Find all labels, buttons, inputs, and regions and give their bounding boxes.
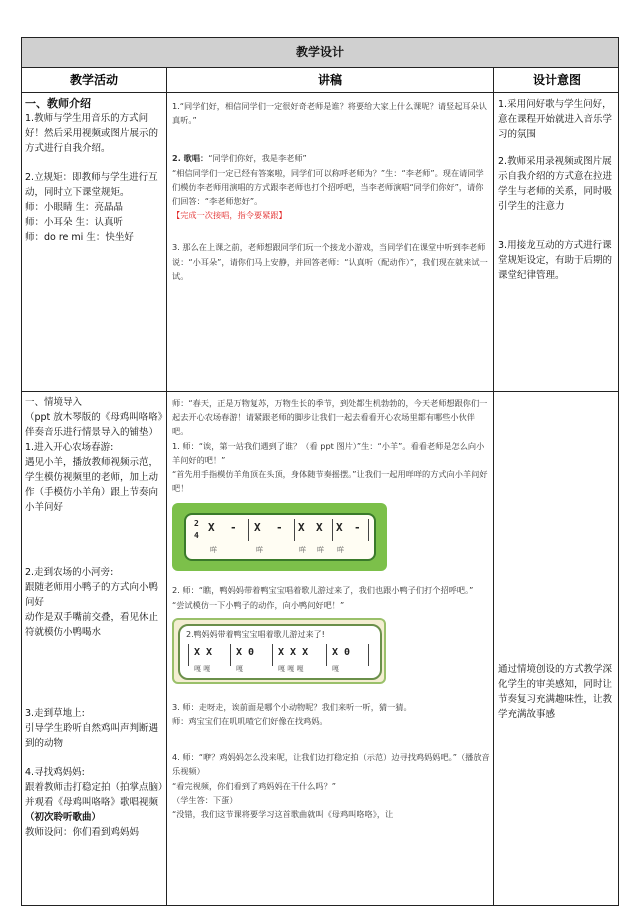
table-row-scenario (22, 392, 618, 905)
rhythm-note: X 0 (332, 646, 351, 658)
rhythm-note: - (354, 521, 361, 535)
activity-text: 师：do re mi 生：快坐好 (25, 232, 134, 243)
rhythm-note: X 0 (236, 646, 255, 658)
row1-intent-cell (498, 97, 618, 283)
rhythm-note: X (254, 521, 261, 535)
row1-activity-cell (25, 96, 163, 245)
bar-line (272, 644, 273, 666)
activity-text: 1.教师与学生用音乐的方式问好！然后采用视频或图片展示的方式进行自我介绍。 (25, 113, 159, 154)
column-divider (166, 67, 167, 905)
script-text: 3. 那么在上课之前，老师想跟同学们玩一个接龙小游戏，当同学们在课堂中听到李老师说：“小耳朵”，请你们马上安静，并回答老师：“认真听（配动作）”，我们现在就来试一试。 (172, 242, 488, 281)
table-title: 教学设计 (22, 38, 618, 68)
script-text: “首先用手指模仿羊角顶在头顶，身体随节奏摇摆。”让我们一起用咩咩的方式向小羊问好吧！ (172, 469, 488, 494)
row2-intent-cell (498, 662, 618, 722)
activity-text: 1.进入开心农场春游: (25, 442, 114, 453)
rhythm-note: X (298, 521, 305, 535)
script-text: 1.“同学们好，相信同学们一定很好奇老师是谁？将要给大家上什么课呢？请竖起耳朵认真听。” (172, 101, 487, 126)
bar-line (294, 519, 295, 541)
bar-line (188, 644, 189, 666)
section-heading: 一、教师介绍 (25, 97, 91, 110)
script-text: （学生答：下蛋） (172, 794, 238, 805)
score-paper (184, 513, 376, 561)
rhythm-note: X X X (278, 646, 309, 658)
activity-text: 动作是双手嘴前交叠，看见休止符就模仿小鸭喝水 (25, 612, 159, 638)
lesson-plan-table (21, 37, 619, 906)
rhythm-note: X (208, 521, 215, 535)
script-quote: “同学们你好，我是李老师” (208, 153, 307, 164)
script-text: 4. 师：“咿？鸡妈妈怎么没来呢，让我们边打稳定拍（示范）边寻找鸡妈妈吧。”（播放音乐视频） (172, 752, 490, 777)
table-row-teacher-intro (22, 93, 618, 392)
bar-line (368, 519, 369, 541)
time-signature-bottom: 4 (194, 531, 199, 541)
time-signature-top: 2 (194, 519, 199, 529)
activity-text: 遇见小羊，播放教师视频示范，学生模仿视频里的老师，加上动作（手模仿小羊角）跟上节奏向小羊问好 (25, 457, 159, 513)
script-text: 师：鸡宝宝们在叽叽喳它们好像在找鸡妈。 (172, 716, 328, 727)
intent-text: 3.用接龙互动的方式进行课堂规矩设定，有助于后期的课堂纪律管理。 (498, 240, 613, 281)
score-caption: 2.鸭妈妈带着鸭宝宝唱着歌儿游过来了! (186, 629, 325, 639)
row2-script-cell (172, 396, 490, 821)
table-header-row (22, 68, 618, 93)
script-text: 2. 师：“瞧，鸭妈妈带着鸭宝宝唱着歌儿游过来了，我们也跟小鸭子们打个招呼吧。” (172, 585, 474, 596)
bar-line (326, 644, 327, 666)
rhythm-note: - (230, 521, 237, 535)
activity-text: 师：小耳朵 生：认真听 (25, 217, 124, 228)
rhythm-note: X (336, 521, 343, 535)
activity-text: 4.寻找鸡妈妈: (25, 767, 85, 778)
row2-activity-cell (25, 395, 163, 840)
duck-rhythm-score-image (172, 618, 386, 684)
sheep-rhythm-score-image (172, 503, 387, 571)
script-text: “没错，我们这节课将要学习这首歌曲就叫《母鸡叫咯咯》，让 (172, 809, 394, 820)
activity-span: 跟着教师击打稳定拍（拍掌点脑）并观看《母鸡叫咯咯》歌唱视频 (25, 782, 163, 808)
lyric-syllable: 嘎 (332, 664, 339, 673)
script-text: 1. 师：“诶，第一站我们遇到了谁？（看 ppt 图片）”生：“小羊”。看看老师是怎么向小羊问好的吧！” (172, 440, 485, 465)
row1-script-cell (172, 99, 490, 283)
activity-text: 2.走到农场的小河旁: (25, 567, 114, 578)
lyric-syllable: 咩 (337, 546, 344, 555)
script-text: 师：“春天，正是万物复苏，万物生长的季节，到处都生机勃勃的，今天老师想跟你们一起去开心农场春游！请紧跟老师的脚步让我们一起去看看开心农场里都有哪些小伙伴吧。 (172, 398, 488, 437)
score-paper (178, 624, 382, 680)
lyric-syllable: 嘎 (236, 664, 243, 673)
lyric-syllable: 咩 (299, 546, 306, 555)
script-text: “相信同学们一定已经有答案啦，同学们可以称呼老师为？”生：“李老师”。现在请同学们模仿李老师用演唱的方式跟李老师也打个招呼吧，当李老师演唱“同学们你好”，请你们回答：“李老师您好”。 (172, 167, 484, 207)
bar-line (332, 519, 333, 541)
rhythm-note: X X (194, 646, 213, 658)
activity-text: 引导学生聆听自然鸡叫声判断遇到的动物 (25, 723, 159, 749)
header-activity: 教学活动 (69, 73, 118, 87)
intent-text: 1.采用问好歌与学生问好，意在课程开始就进入音乐学习的氛围 (498, 99, 613, 140)
script-text (172, 151, 490, 165)
section-heading: 一、情境导入 (25, 397, 83, 408)
script-text: “尝试模仿一下小鸭子的动作，向小鸭问好吧！” (172, 599, 345, 610)
script-label: 2. 歌唱： (172, 153, 209, 164)
column-divider (493, 67, 494, 905)
activity-text: 2.立规矩：即教师与学生进行互动，同时立下课堂规矩。 (25, 172, 158, 198)
activity-text: 跟随老师用小鸭子的方式向小鸭问好 (25, 582, 159, 608)
activity-text: （ppt 放木琴版的《母鸡叫咯咯》伴奏音乐进行情景导入的铺垫） (25, 412, 163, 438)
script-text: “看完视频，你们看到了鸡妈妈在干什么吗？” (172, 780, 337, 791)
header-intent: 设计意图 (532, 73, 581, 87)
bar-line (248, 519, 249, 541)
activity-bold-span: （初次聆听歌曲） (25, 812, 102, 823)
script-instruction-note: 【完成一次接唱，指令要紧跟】 (172, 210, 287, 221)
intent-text: 2.教师采用录视频或图片展示自我介绍的方式意在拉进学生与老师的关系，同时吸引学生的注意力 (498, 156, 613, 212)
lyric-syllable: 嘎 嘎 (194, 664, 211, 673)
header-script: 讲稿 (317, 73, 342, 87)
lyric-syllable: 咩 (256, 546, 263, 555)
bar-line (230, 644, 231, 666)
script-text: 3. 师：走呀走，诶前面是哪个小动物呢？我们来听一听，猜一猜。 (172, 701, 412, 712)
lyric-syllable: 咩 (210, 546, 217, 555)
activity-text (25, 780, 163, 825)
lyric-syllable: 嘎 嘎 嘎 (278, 664, 304, 673)
activity-text: 教师设问：你们看到鸡妈妈 (25, 827, 140, 838)
lyric-syllable: 咩 (317, 546, 324, 555)
activity-text: 师：小眼睛 生：亮晶晶 (25, 202, 124, 213)
rhythm-note: X (316, 521, 323, 535)
intent-text: 通过情境创设的方式教学深化学生的审美感知，同时让节奏复习充满趣味性，让教学充满故事感 (498, 664, 613, 720)
rhythm-note: - (276, 521, 283, 535)
bar-line (368, 644, 369, 666)
activity-text: 3.走到草地上: (25, 708, 85, 719)
